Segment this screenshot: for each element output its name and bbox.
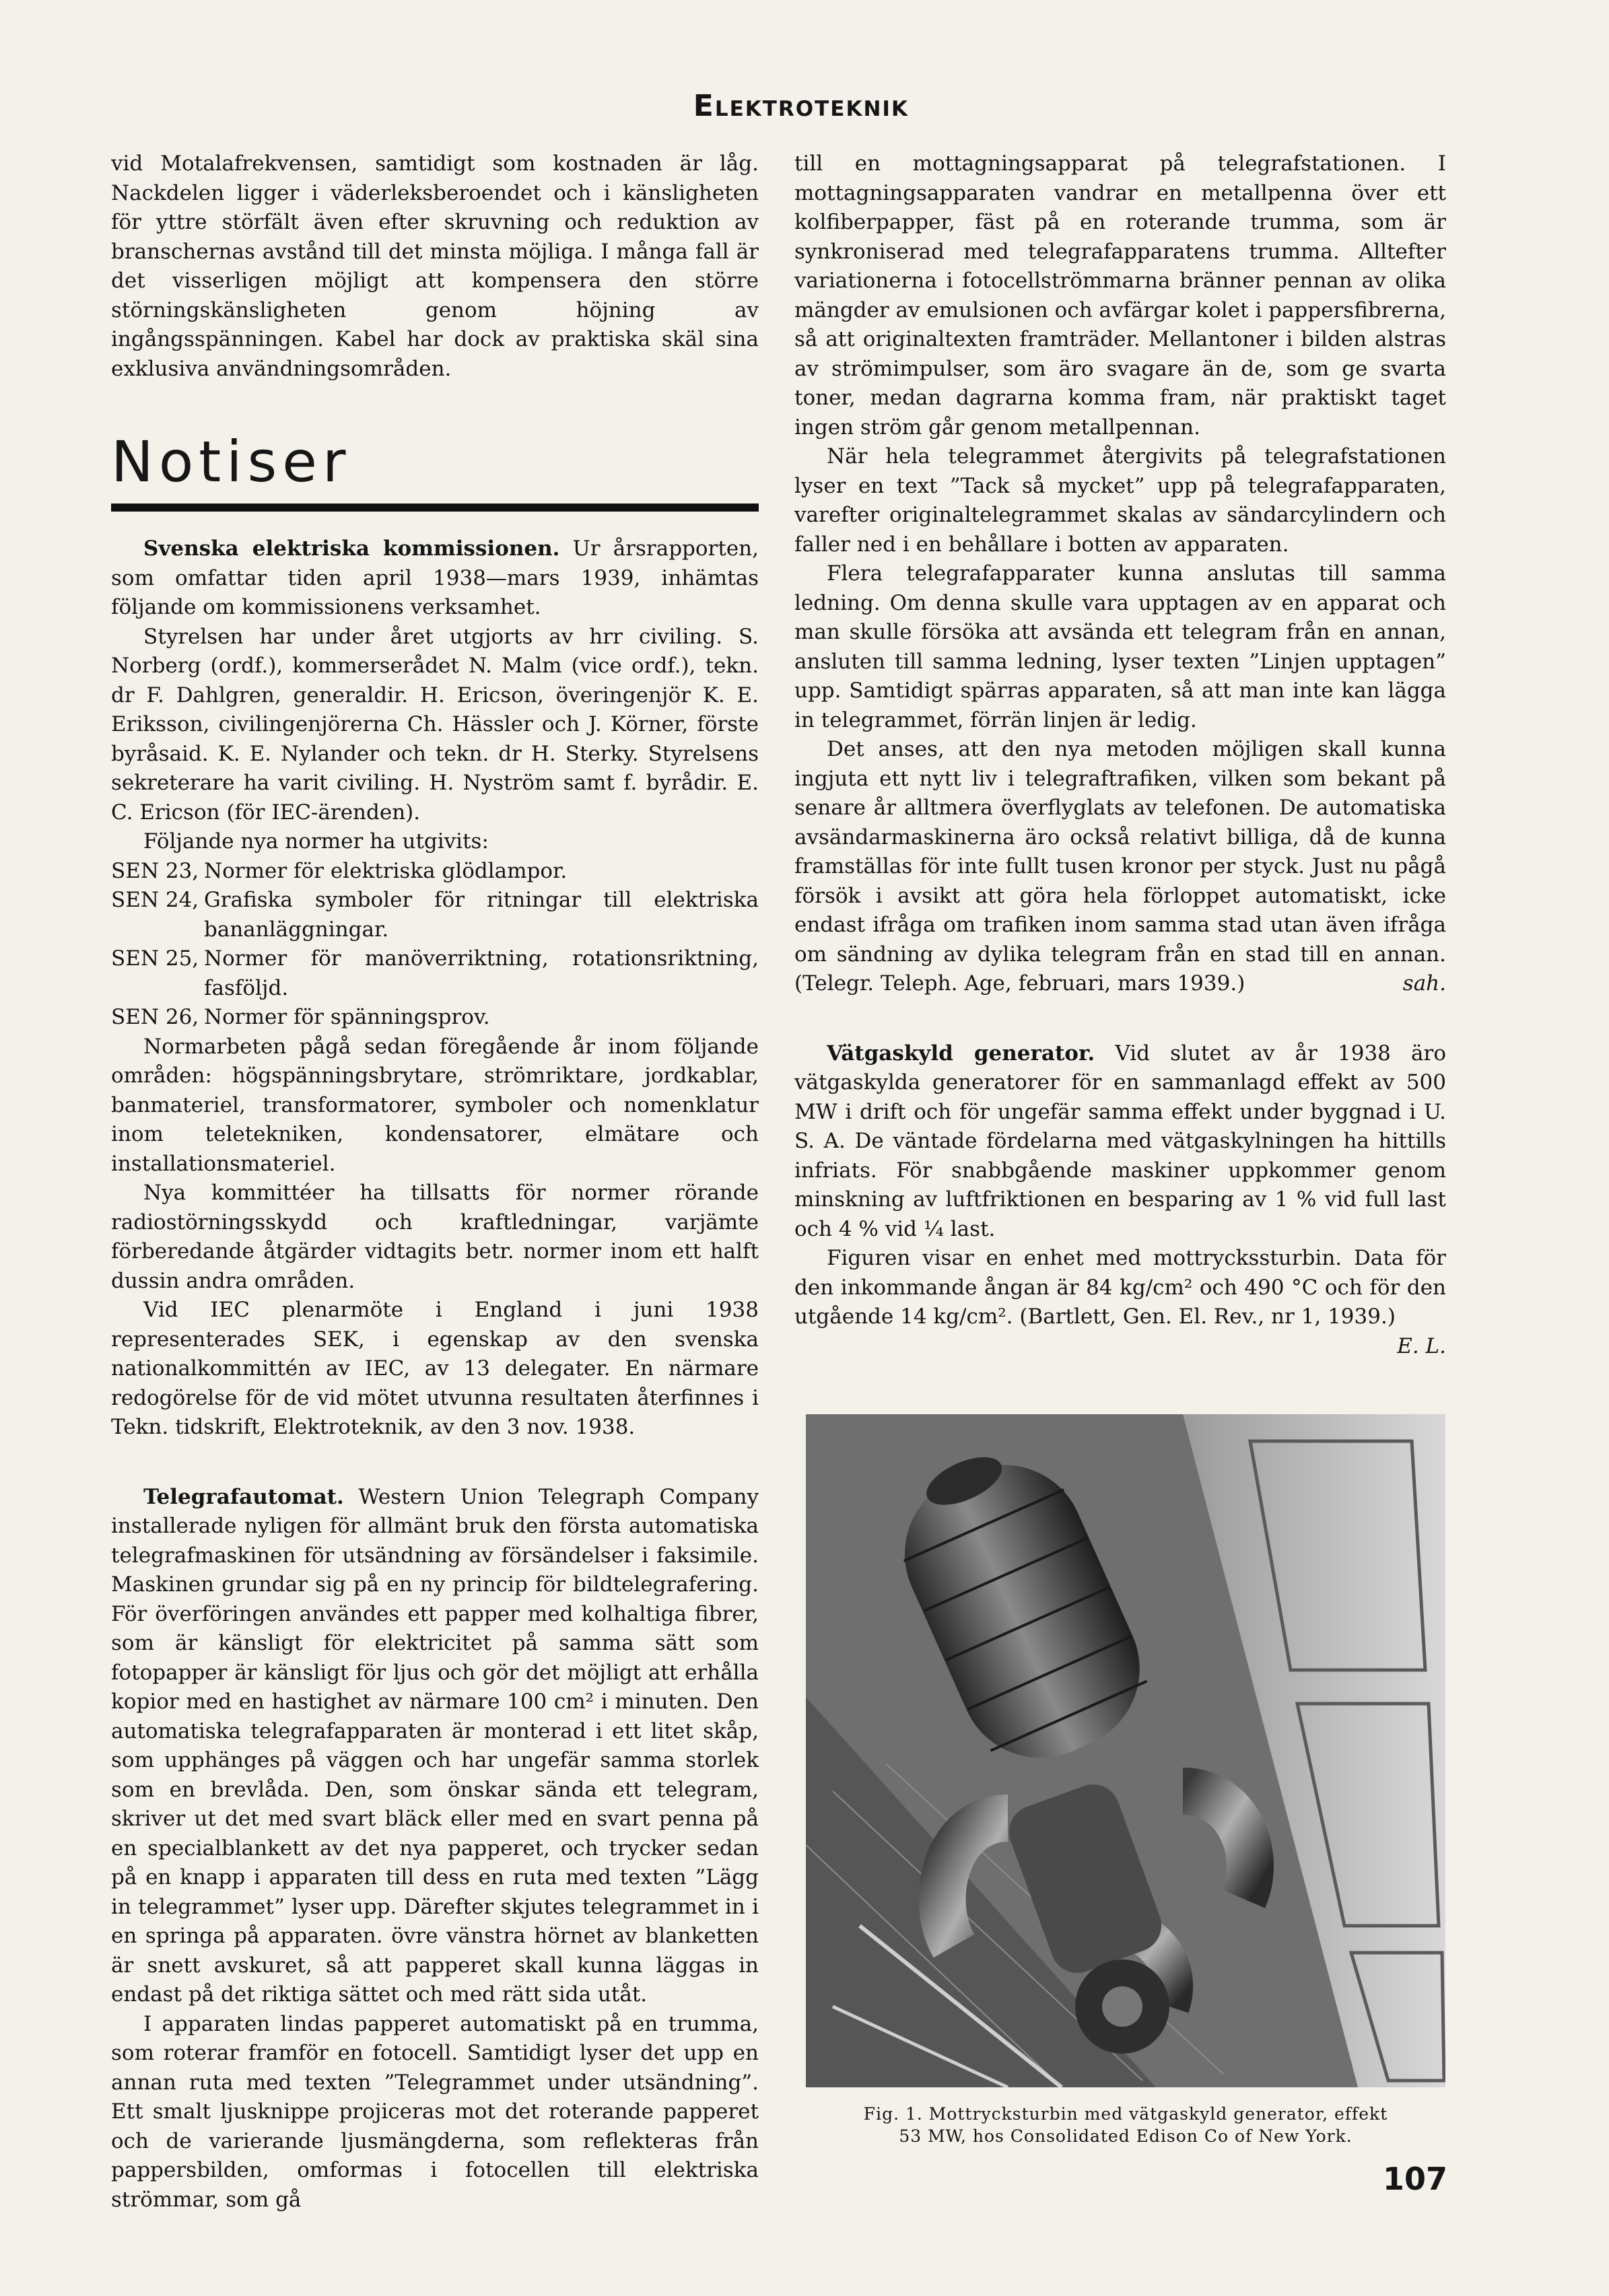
svenska-paragraph-3: Följande nya normer ha utgivits:: [143, 829, 489, 854]
norm-code: SEN 26,: [111, 1005, 199, 1029]
list-item: [111, 1003, 759, 1033]
telegraf-cont-paragraph-1: till en mottagningsapparat på telegrafstationen. I mottagningsapparaten vandrar en metallpenna över ett kolfiberpapper, fäst på en roterande trumma, som är synkroniserad med telegrafapparatens trumma. Alltefter variationerna i fotocellströmmarna bränner pennan av olika mängder av emulsionen och avfärgar kolet i pappersfibrerna, så att originaltexten framträder. Mellantoner i bilden alstras av strömimpulser, som äro svagare än de, som ge svarta toner, medan dagrarna komma fram, när praktiskt taget ingen ström går genom metallpennan.: [794, 151, 1446, 440]
page-number: 107: [1382, 2161, 1447, 2197]
svenska-paragraph-2: Styrelsen har under året utgjorts av hrr civiling. S. Norberg (ordf.), kommerserådet N. Malm (vice ordf.), tekn. dr F. Dahlgren, generaldir. H. Ericson, överingenjör K. E. Eriksson, civilingenjörerna Ch. Hässler och J. Körner, förste byråsaid. K. E. Nylander och tekn. dr H. Sterky. Styrelsens sekreterare ha varit civiling. H. Nyström samt f. byrådir. E. C. Ericson (för IEC-ärenden).: [111, 624, 759, 825]
generator-photo: [806, 1414, 1445, 2087]
list-item: [111, 944, 759, 1003]
svenska-text-1: Ur årsrapporten, som omfattar tiden april 1938—mars 1939, inhämtas följande om kommissionens verksamhet.: [111, 536, 759, 619]
norm-code: SEN 23,: [111, 858, 199, 883]
generator-illustration: [806, 1414, 1445, 2087]
left-column: [111, 149, 759, 2215]
telegraf-cont-paragraph-2: När hela telegrammet återgivits på telegrafstationen lyser en text ”Tack så mycket” upp på telegrafapparaten, varefter originaltelegrammet skalas av sändarcylindern och faller ned i en behållare i botten av apparaten.: [794, 444, 1446, 557]
norm-text: Grafiska symboler för ritningar till elektriska bananläggningar.: [204, 888, 759, 942]
telegraf-cont-paragraph-3: Flera telegrafapparater kunna anslutas till samma ledning. Om denna skulle vara upptagen av en apparat och man skulle försöka att avsända ett telegram från en annan, ansluten till samma ledning, lyser texten ”Linjen upptagen” upp. Samtidigt spärras apparaten, så att man inte kan lägga in telegrammet, förrän linjen är ledig.: [794, 561, 1446, 732]
section-rule: [111, 503, 759, 512]
section-title: Notiser: [111, 429, 351, 495]
norm-code: SEN 25,: [111, 946, 199, 971]
list-item: [111, 886, 759, 944]
figure-caption-line-1: Fig. 1. Mottrycksturbin med vätgaskyld generator, effekt: [863, 2104, 1388, 2124]
vatgas-text-1: Vid slutet av år 1938 äro vätgaskylda generatorer för en sammanlagd effekt av 500 MW i drift och för ungefär samma effekt under byggnad i U. S. A. De väntade fördelarna med vätgaskylningen ha hittills infriats. För snabbgående maskiner uppkommer genom minskning av luftfriktionen en besparing av 1 % vid full last och 4 % vid ¼ last.: [794, 1041, 1447, 1241]
running-head: Elektroteknik: [693, 89, 909, 123]
figure-caption: [806, 2103, 1445, 2147]
norm-code: SEN 24,: [111, 888, 199, 912]
telegraf-heading: Telegrafautomat.: [143, 1484, 344, 1509]
svenska-paragraph-5: Nya kommittéer ha tillsatts för normer rörande radiostörningsskydd och kraftledningar, varjämte förberedande åtgärder vidtagits betr. normer inom ett halft dussin andra områden.: [111, 1181, 759, 1293]
telegraf-paragraph-2: I apparaten lindas papperet automatiskt på en trumma, som roterar framför en fotocell. Samtidigt lyser det upp en annan ruta med texten ”Telegrammet under utsändning”. Ett smalt ljusknippe projiceras mot det roterande papperet och de varierande ljusmängderna, som reflekteras från pappersbilden, omformas i fotocellen till elektriska strömmar, som gå: [111, 2011, 759, 2212]
telegraf-text-1: Western Union Telegraph Company installerade nyligen för allmänt bruk den första automatiska telegrafmaskinen för utsändning av försändelser i faksimile. Maskinen grundar sig på en ny princip för bildtelegrafering. För överföringen användes ett papper med kolhaltiga fibrer, som är känsligt för elektricitet på samma sätt som fotopapper är känsligt för ljus och gör det möjligt att erhålla kopior med en hastighet av närmare 100 cm² i minuten. Den automatiska telegrafapparaten är monterad i ett litet skåp, som upphänges på väggen och har ungefär samma storlek som en brevlåda. Den, som önskar sända ett telegram, skriver ut det med svart bläck eller med en svart penna på en specialblankett av det nya papperet, och trycker sedan på en knapp i apparaten till dess en ruta med texten ”Lägg in telegrammet” lyser upp. Därefter skjutes telegrammet in i en springa på apparaten. övre vänstra hörnet av blanketten är snett avskuret, så att papperet skall kunna läggas in endast på det riktiga sättet och med rätt sida utåt.: [111, 1484, 759, 2007]
svenska-paragraph-6: Vid IEC plenarmöte i England i juni 1938 representerades SEK, i egenskap av den svenska nationalkommittén av IEC, av 13 delegater. En närmare redogörelse för de vid mötet utvunna resultaten återfinnes i Tekn. tidskrift, Elektroteknik, av den 3 nov. 1938.: [111, 1298, 759, 1439]
vatgas-text-2: Figuren visar en enhet med mottryckssturbin. Data för den inkommande ångan är 84 kg/cm² och 490 °C och för den utgående 14 kg/cm². (Bartlett, Gen. El. Rev., nr 1, 1939.): [794, 1246, 1446, 1329]
signature-el: E. L.: [1397, 1333, 1446, 1358]
telegraf-paragraph-1: [111, 1483, 759, 2010]
vatgas-paragraph-2: [794, 1244, 1446, 1358]
vatgas-heading: Vätgaskyld generator.: [827, 1041, 1095, 1066]
intro-paragraph: vid Motalafrekvensen, samtidigt som kostnaden är låg. Nackdelen ligger i väderleksberoendet och i känsligheten för yttre störfält även efter skruvning och reduktion av branschernas avstånd till det minsta möjliga. I många fall är det visserligen möjligt att kompensera den större störningskänsligheten genom höjning av ingångsspänningen. Kabel har dock av praktiska skäl sina exklusiva användningsområden.: [111, 151, 759, 381]
telegraf-cont-text-4: Det anses, att den nya metoden möjligen skall kunna ingjuta ett nytt liv i telegraftrafiken, vilken som bekant på senare år alltmera överflyglats av telefonen. De automatiska avsändarmaskinerna äro också relativt billiga, då de kunna framställas för inte fullt tusen kronor per styck. Just nu pågå försök i avsikt att göra hela förloppet automatiskt, icke endast ifråga om trafiken inom samma stad utan även ifråga om sändning av dylika telegram från en stad till en annan. (Telegr. Teleph. Age, februari, mars 1939.): [794, 737, 1446, 996]
svenska-heading: Svenska elektriska kommissionen.: [143, 536, 560, 561]
svenska-paragraph-1: [111, 534, 759, 623]
vatgas-paragraph-1: [794, 1039, 1446, 1245]
figure-caption-line-2: 53 MW, hos Consolidated Edison Co of New York.: [899, 2126, 1353, 2146]
norm-text: Normer för spänningsprov.: [204, 1005, 490, 1029]
norm-list: [111, 857, 759, 1033]
norm-text: Normer för manöverriktning, rotationsriktning, fasföljd.: [204, 946, 759, 1000]
norm-text: Normer för elektriska glödlampor.: [204, 858, 568, 883]
telegraf-cont-paragraph-4: [794, 735, 1446, 999]
signature-sah: sah.: [1402, 971, 1446, 996]
right-column: [794, 149, 1446, 1361]
svenska-paragraph-4: Normarbeten pågå sedan föregående år inom följande områden: högspänningsbrytare, strömriktare, jordkablar, banmateriel, transformatorer, symboler och nomenklatur inom teletekniken, kondensatorer, elmätare och installationsmateriel.: [111, 1034, 759, 1176]
list-item: [111, 857, 759, 886]
